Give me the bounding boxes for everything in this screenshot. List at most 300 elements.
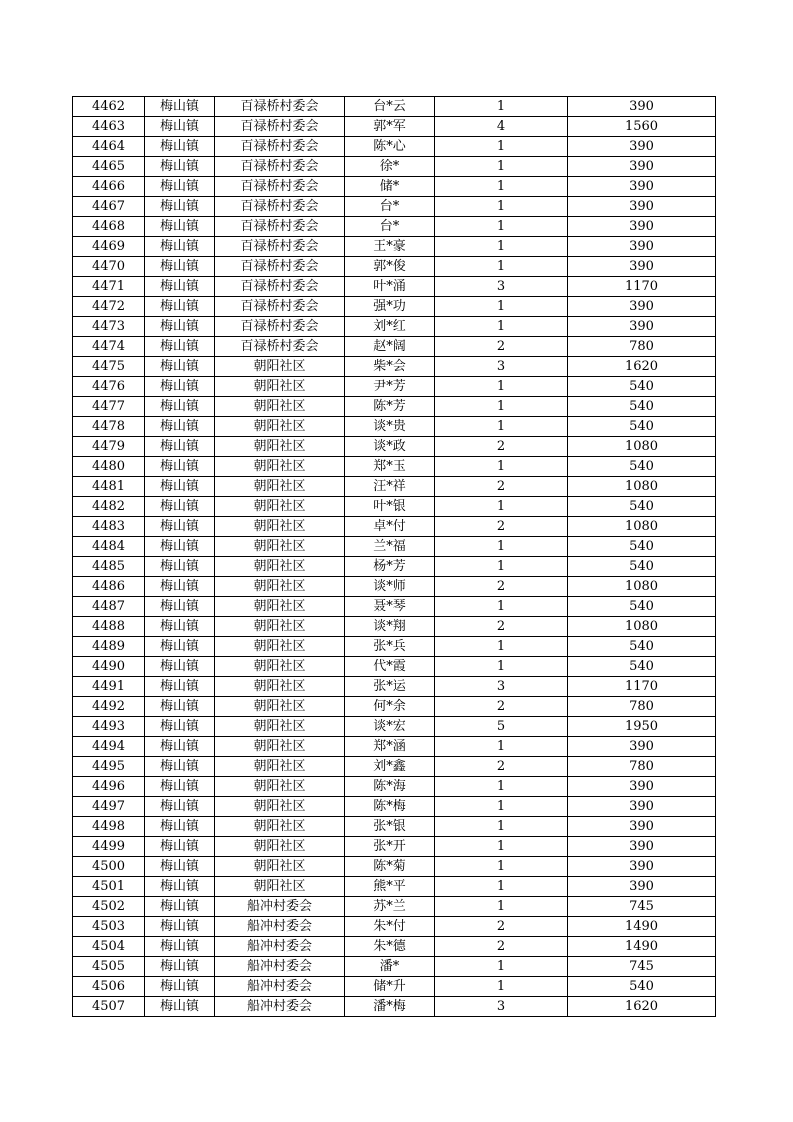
town-cell: 梅山镇 (145, 237, 215, 257)
table-row (73, 637, 716, 657)
count-cell: 3 (435, 277, 568, 297)
count-cell: 1 (435, 137, 568, 157)
village-cell: 朝阳社区 (215, 517, 345, 537)
row-number-cell: 4482 (73, 497, 145, 517)
name-cell: 谈*师 (345, 577, 435, 597)
count-cell: 1 (435, 457, 568, 477)
name-cell: 张*银 (345, 817, 435, 837)
village-cell: 朝阳社区 (215, 777, 345, 797)
village-cell: 百禄桥村委会 (215, 177, 345, 197)
row-number-cell: 4502 (73, 897, 145, 917)
count-cell: 2 (435, 617, 568, 637)
row-number-cell: 4475 (73, 357, 145, 377)
table-row (73, 937, 716, 957)
count-cell: 1 (435, 857, 568, 877)
town-cell: 梅山镇 (145, 917, 215, 937)
name-cell: 潘*梅 (345, 997, 435, 1017)
table-row (73, 357, 716, 377)
amount-cell: 540 (568, 977, 716, 997)
table-row (73, 617, 716, 637)
town-cell: 梅山镇 (145, 817, 215, 837)
name-cell: 陈*芳 (345, 397, 435, 417)
name-cell: 台* (345, 217, 435, 237)
table-row (73, 757, 716, 777)
village-cell: 船冲村委会 (215, 937, 345, 957)
amount-cell: 390 (568, 97, 716, 117)
village-cell: 百禄桥村委会 (215, 297, 345, 317)
row-number-cell: 4503 (73, 917, 145, 937)
town-cell: 梅山镇 (145, 517, 215, 537)
table-row (73, 137, 716, 157)
village-cell: 朝阳社区 (215, 457, 345, 477)
name-cell: 叶*银 (345, 497, 435, 517)
count-cell: 1 (435, 957, 568, 977)
town-cell: 梅山镇 (145, 457, 215, 477)
town-cell: 梅山镇 (145, 397, 215, 417)
count-cell: 5 (435, 717, 568, 737)
table-row (73, 897, 716, 917)
village-cell: 百禄桥村委会 (215, 317, 345, 337)
amount-cell: 1490 (568, 917, 716, 937)
row-number-cell: 4470 (73, 257, 145, 277)
name-cell: 郑*涵 (345, 737, 435, 757)
amount-cell: 780 (568, 697, 716, 717)
table-row (73, 117, 716, 137)
row-number-cell: 4499 (73, 837, 145, 857)
town-cell: 梅山镇 (145, 937, 215, 957)
roster-table-body (73, 97, 716, 1017)
town-cell: 梅山镇 (145, 717, 215, 737)
amount-cell: 390 (568, 877, 716, 897)
amount-cell: 390 (568, 217, 716, 237)
count-cell: 4 (435, 117, 568, 137)
amount-cell: 390 (568, 777, 716, 797)
count-cell: 1 (435, 537, 568, 557)
name-cell: 强*功 (345, 297, 435, 317)
name-cell: 刘*红 (345, 317, 435, 337)
count-cell: 1 (435, 217, 568, 237)
town-cell: 梅山镇 (145, 317, 215, 337)
amount-cell: 540 (568, 417, 716, 437)
amount-cell: 390 (568, 157, 716, 177)
table-row (73, 797, 716, 817)
name-cell: 台*云 (345, 97, 435, 117)
village-cell: 朝阳社区 (215, 397, 345, 417)
name-cell: 王*豪 (345, 237, 435, 257)
table-row (73, 817, 716, 837)
name-cell: 储* (345, 177, 435, 197)
town-cell: 梅山镇 (145, 637, 215, 657)
amount-cell: 540 (568, 557, 716, 577)
count-cell: 1 (435, 197, 568, 217)
table-row (73, 557, 716, 577)
village-cell: 百禄桥村委会 (215, 137, 345, 157)
amount-cell: 1080 (568, 477, 716, 497)
row-number-cell: 4463 (73, 117, 145, 137)
table-row (73, 337, 716, 357)
row-number-cell: 4464 (73, 137, 145, 157)
town-cell: 梅山镇 (145, 137, 215, 157)
amount-cell: 1170 (568, 677, 716, 697)
count-cell: 1 (435, 837, 568, 857)
table-row (73, 677, 716, 697)
amount-cell: 780 (568, 757, 716, 777)
row-number-cell: 4494 (73, 737, 145, 757)
town-cell: 梅山镇 (145, 257, 215, 277)
row-number-cell: 4504 (73, 937, 145, 957)
count-cell: 1 (435, 417, 568, 437)
name-cell: 柴*会 (345, 357, 435, 377)
row-number-cell: 4484 (73, 537, 145, 557)
table-row (73, 97, 716, 117)
row-number-cell: 4495 (73, 757, 145, 777)
count-cell: 1 (435, 297, 568, 317)
table-row (73, 597, 716, 617)
name-cell: 叶*涌 (345, 277, 435, 297)
village-cell: 朝阳社区 (215, 837, 345, 857)
row-number-cell: 4469 (73, 237, 145, 257)
amount-cell: 540 (568, 377, 716, 397)
amount-cell: 390 (568, 317, 716, 337)
village-cell: 船冲村委会 (215, 977, 345, 997)
village-cell: 朝阳社区 (215, 797, 345, 817)
name-cell: 陈*海 (345, 777, 435, 797)
name-cell: 赵*阔 (345, 337, 435, 357)
count-cell: 1 (435, 257, 568, 277)
row-number-cell: 4496 (73, 777, 145, 797)
count-cell: 1 (435, 177, 568, 197)
village-cell: 朝阳社区 (215, 877, 345, 897)
town-cell: 梅山镇 (145, 697, 215, 717)
amount-cell: 540 (568, 637, 716, 657)
table-row (73, 857, 716, 877)
amount-cell: 745 (568, 897, 716, 917)
town-cell: 梅山镇 (145, 337, 215, 357)
name-cell: 代*霞 (345, 657, 435, 677)
row-number-cell: 4490 (73, 657, 145, 677)
table-row (73, 577, 716, 597)
town-cell: 梅山镇 (145, 497, 215, 517)
table-row (73, 997, 716, 1017)
village-cell: 朝阳社区 (215, 377, 345, 397)
count-cell: 1 (435, 237, 568, 257)
name-cell: 张*兵 (345, 637, 435, 657)
name-cell: 谈*贵 (345, 417, 435, 437)
table-row (73, 837, 716, 857)
town-cell: 梅山镇 (145, 777, 215, 797)
table-row (73, 537, 716, 557)
town-cell: 梅山镇 (145, 177, 215, 197)
row-number-cell: 4473 (73, 317, 145, 337)
town-cell: 梅山镇 (145, 377, 215, 397)
table-row (73, 457, 716, 477)
table-row (73, 697, 716, 717)
row-number-cell: 4486 (73, 577, 145, 597)
town-cell: 梅山镇 (145, 837, 215, 857)
village-cell: 朝阳社区 (215, 737, 345, 757)
row-number-cell: 4492 (73, 697, 145, 717)
town-cell: 梅山镇 (145, 217, 215, 237)
village-cell: 朝阳社区 (215, 617, 345, 637)
row-number-cell: 4493 (73, 717, 145, 737)
village-cell: 朝阳社区 (215, 477, 345, 497)
village-cell: 百禄桥村委会 (215, 197, 345, 217)
name-cell: 徐* (345, 157, 435, 177)
name-cell: 刘*鑫 (345, 757, 435, 777)
village-cell: 船冲村委会 (215, 897, 345, 917)
name-cell: 朱*付 (345, 917, 435, 937)
amount-cell: 1560 (568, 117, 716, 137)
table-row (73, 397, 716, 417)
name-cell: 张*运 (345, 677, 435, 697)
amount-cell: 1620 (568, 997, 716, 1017)
row-number-cell: 4476 (73, 377, 145, 397)
amount-cell: 390 (568, 137, 716, 157)
name-cell: 陈*梅 (345, 797, 435, 817)
row-number-cell: 4500 (73, 857, 145, 877)
count-cell: 2 (435, 337, 568, 357)
town-cell: 梅山镇 (145, 877, 215, 897)
table-row (73, 417, 716, 437)
village-cell: 船冲村委会 (215, 917, 345, 937)
amount-cell: 390 (568, 817, 716, 837)
name-cell: 潘* (345, 957, 435, 977)
table-row (73, 157, 716, 177)
village-cell: 百禄桥村委会 (215, 97, 345, 117)
row-number-cell: 4462 (73, 97, 145, 117)
table-row (73, 377, 716, 397)
amount-cell: 1080 (568, 437, 716, 457)
count-cell: 1 (435, 317, 568, 337)
town-cell: 梅山镇 (145, 117, 215, 137)
name-cell: 聂*琴 (345, 597, 435, 617)
village-cell: 朝阳社区 (215, 537, 345, 557)
village-cell: 朝阳社区 (215, 437, 345, 457)
table-row (73, 257, 716, 277)
count-cell: 1 (435, 797, 568, 817)
count-cell: 1 (435, 497, 568, 517)
name-cell: 谈*政 (345, 437, 435, 457)
table-row (73, 497, 716, 517)
village-cell: 百禄桥村委会 (215, 337, 345, 357)
town-cell: 梅山镇 (145, 737, 215, 757)
count-cell: 3 (435, 357, 568, 377)
roster-table (72, 96, 716, 1017)
town-cell: 梅山镇 (145, 557, 215, 577)
village-cell: 朝阳社区 (215, 597, 345, 617)
count-cell: 2 (435, 477, 568, 497)
village-cell: 朝阳社区 (215, 757, 345, 777)
town-cell: 梅山镇 (145, 977, 215, 997)
row-number-cell: 4474 (73, 337, 145, 357)
row-number-cell: 4477 (73, 397, 145, 417)
amount-cell: 1490 (568, 937, 716, 957)
count-cell: 1 (435, 397, 568, 417)
count-cell: 3 (435, 677, 568, 697)
count-cell: 1 (435, 817, 568, 837)
count-cell: 1 (435, 557, 568, 577)
table-row (73, 317, 716, 337)
name-cell: 汪*祥 (345, 477, 435, 497)
amount-cell: 1080 (568, 617, 716, 637)
amount-cell: 540 (568, 497, 716, 517)
town-cell: 梅山镇 (145, 157, 215, 177)
town-cell: 梅山镇 (145, 477, 215, 497)
town-cell: 梅山镇 (145, 537, 215, 557)
village-cell: 百禄桥村委会 (215, 157, 345, 177)
name-cell: 陈*心 (345, 137, 435, 157)
name-cell: 尹*芳 (345, 377, 435, 397)
name-cell: 熊*平 (345, 877, 435, 897)
row-number-cell: 4480 (73, 457, 145, 477)
town-cell: 梅山镇 (145, 437, 215, 457)
count-cell: 2 (435, 697, 568, 717)
amount-cell: 540 (568, 397, 716, 417)
village-cell: 朝阳社区 (215, 857, 345, 877)
count-cell: 1 (435, 657, 568, 677)
table-row (73, 977, 716, 997)
amount-cell: 540 (568, 657, 716, 677)
amount-cell: 540 (568, 457, 716, 477)
amount-cell: 1620 (568, 357, 716, 377)
table-row (73, 877, 716, 897)
name-cell: 何*余 (345, 697, 435, 717)
row-number-cell: 4483 (73, 517, 145, 537)
name-cell: 郑*玉 (345, 457, 435, 477)
table-row (73, 237, 716, 257)
town-cell: 梅山镇 (145, 197, 215, 217)
row-number-cell: 4489 (73, 637, 145, 657)
row-number-cell: 4468 (73, 217, 145, 237)
village-cell: 朝阳社区 (215, 817, 345, 837)
amount-cell: 390 (568, 837, 716, 857)
row-number-cell: 4491 (73, 677, 145, 697)
amount-cell: 390 (568, 237, 716, 257)
row-number-cell: 4466 (73, 177, 145, 197)
town-cell: 梅山镇 (145, 957, 215, 977)
count-cell: 1 (435, 897, 568, 917)
table-row (73, 517, 716, 537)
village-cell: 朝阳社区 (215, 497, 345, 517)
name-cell: 台* (345, 197, 435, 217)
village-cell: 朝阳社区 (215, 677, 345, 697)
amount-cell: 1080 (568, 577, 716, 597)
name-cell: 储*升 (345, 977, 435, 997)
name-cell: 郭*俊 (345, 257, 435, 277)
table-row (73, 437, 716, 457)
amount-cell: 1950 (568, 717, 716, 737)
town-cell: 梅山镇 (145, 277, 215, 297)
count-cell: 3 (435, 997, 568, 1017)
name-cell: 朱*德 (345, 937, 435, 957)
count-cell: 1 (435, 597, 568, 617)
town-cell: 梅山镇 (145, 577, 215, 597)
village-cell: 百禄桥村委会 (215, 217, 345, 237)
table-row (73, 957, 716, 977)
row-number-cell: 4485 (73, 557, 145, 577)
count-cell: 1 (435, 97, 568, 117)
name-cell: 张*开 (345, 837, 435, 857)
village-cell: 朝阳社区 (215, 697, 345, 717)
amount-cell: 1080 (568, 517, 716, 537)
name-cell: 卓*付 (345, 517, 435, 537)
table-row (73, 717, 716, 737)
name-cell: 兰*福 (345, 537, 435, 557)
table-row (73, 737, 716, 757)
table-row (73, 777, 716, 797)
village-cell: 百禄桥村委会 (215, 257, 345, 277)
village-cell: 朝阳社区 (215, 637, 345, 657)
amount-cell: 745 (568, 957, 716, 977)
table-row (73, 277, 716, 297)
town-cell: 梅山镇 (145, 657, 215, 677)
count-cell: 1 (435, 157, 568, 177)
count-cell: 1 (435, 377, 568, 397)
town-cell: 梅山镇 (145, 897, 215, 917)
town-cell: 梅山镇 (145, 757, 215, 777)
count-cell: 2 (435, 517, 568, 537)
name-cell: 谈*翔 (345, 617, 435, 637)
row-number-cell: 4501 (73, 877, 145, 897)
row-number-cell: 4498 (73, 817, 145, 837)
village-cell: 朝阳社区 (215, 557, 345, 577)
row-number-cell: 4487 (73, 597, 145, 617)
row-number-cell: 4479 (73, 437, 145, 457)
amount-cell: 540 (568, 597, 716, 617)
town-cell: 梅山镇 (145, 597, 215, 617)
village-cell: 百禄桥村委会 (215, 117, 345, 137)
count-cell: 1 (435, 777, 568, 797)
amount-cell: 1170 (568, 277, 716, 297)
count-cell: 2 (435, 577, 568, 597)
name-cell: 谈*宏 (345, 717, 435, 737)
row-number-cell: 4505 (73, 957, 145, 977)
row-number-cell: 4497 (73, 797, 145, 817)
amount-cell: 390 (568, 177, 716, 197)
count-cell: 1 (435, 737, 568, 757)
row-number-cell: 4472 (73, 297, 145, 317)
village-cell: 百禄桥村委会 (215, 237, 345, 257)
amount-cell: 780 (568, 337, 716, 357)
row-number-cell: 4478 (73, 417, 145, 437)
town-cell: 梅山镇 (145, 997, 215, 1017)
count-cell: 1 (435, 637, 568, 657)
village-cell: 船冲村委会 (215, 957, 345, 977)
amount-cell: 390 (568, 197, 716, 217)
amount-cell: 540 (568, 537, 716, 557)
village-cell: 朝阳社区 (215, 417, 345, 437)
row-number-cell: 4471 (73, 277, 145, 297)
table-row (73, 177, 716, 197)
count-cell: 2 (435, 437, 568, 457)
table-row (73, 217, 716, 237)
name-cell: 苏*兰 (345, 897, 435, 917)
table-row (73, 477, 716, 497)
table-row (73, 197, 716, 217)
name-cell: 陈*菊 (345, 857, 435, 877)
row-number-cell: 4506 (73, 977, 145, 997)
row-number-cell: 4465 (73, 157, 145, 177)
amount-cell: 390 (568, 257, 716, 277)
village-cell: 朝阳社区 (215, 577, 345, 597)
count-cell: 2 (435, 757, 568, 777)
amount-cell: 390 (568, 857, 716, 877)
village-cell: 百禄桥村委会 (215, 277, 345, 297)
name-cell: 杨*芳 (345, 557, 435, 577)
table-row (73, 297, 716, 317)
village-cell: 朝阳社区 (215, 717, 345, 737)
row-number-cell: 4467 (73, 197, 145, 217)
